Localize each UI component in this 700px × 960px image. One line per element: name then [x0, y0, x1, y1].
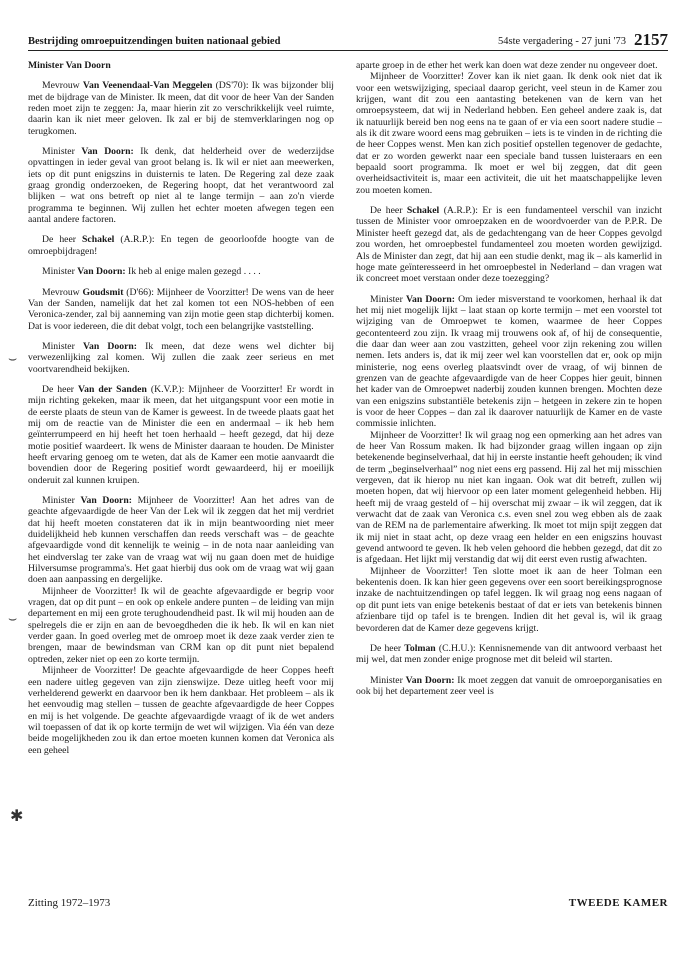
speaker-party: (C.H.U.): — [435, 642, 476, 654]
paragraph-text: En tegen de geoorloofde hoogte van de omroepbijdragen! — [28, 234, 334, 257]
speaker-name: Van Doorn: — [80, 495, 132, 506]
paragraph — [356, 205, 662, 284]
page-header — [28, 26, 668, 51]
speaker-name: Van Doorn: — [77, 266, 126, 278]
paragraph — [28, 80, 334, 137]
paragraph-text: Mijnheer de Voorzitter! Ik wil de geachte afgevaardigde er begrip voor vragen, dat op dit punt – en ook op enkele andere punten – de leiding van mijn departement en mij een grote terughoudendheid past. Ik wil mij houden aan de spelregels die er zijn en aan de bevoegdheden die ik heb. Ik wil en kan niet verder gaan. In goed overleg met de omroep moet ik deze zaak verder zien te brengen, maar de bewindsman van CRM kan op dit punt niet bepalend optreden, zeker niet op een zo korte termijn. — [28, 585, 334, 665]
speaker-party: (DS'70): — [212, 80, 249, 92]
speaker-name: Minister Van Doorn — [28, 60, 111, 71]
paragraph-text: Mijnheer de Voorzitter! Aan het adres van de geachte afgevaardigde de heer Van der Lek wil ik zeggen dat het mij verdriet dat hij heeft moeten constateren dat ik in mijn beantwoording niet meer duidelijkheid heb kunnen verschaffen dan reeds verschaft was – de geachte afgevaardigde vond dit kennelijk te weinig – in de nota naar aanleiding van het eindverslag ter zake van de vraag wat wij nu gaan doen met de huidige Hilversumse programma's. Het gaat hierbij dus ook om de vraag wat wij gaan doen aan aanpassing en dergelijke. — [28, 495, 334, 586]
paragraph-text: Om ieder misverstand te voorkomen, herhaal ik dat het mij niet mogelijk lijkt – laat staan op korte termijn – met een voorstel tot wijziging van de Omroepwet te komen, waarmee de heer Coppes gecontenteerd zou zijn. Ik vraag mij trouwens ook af, of hij de consequentie, die daar dan weer aan zou vastzitten, geheel voor zijn rekening zou willen nemen. Iets anders is, dat ik mij zeer wel kan voorstellen dat er, ook op mijn ministerie, nog eens overleg plaatsvindt over de vraag, of wij binnen de grenzen van de geachte afgevaardigde van de heer Coppes hier geuit, binnen het kader van de Omroepwet naderbij zouden kunnen brengen. Mochten deze van een enigszins substantiële betekenis zijn – hetgeen in zekere zin te hopen is voor de heer Coppes – dan zal ik daarover natuurlijk de Kamer en de vaste commissie inlichten. — [356, 293, 662, 430]
paragraph — [28, 495, 334, 586]
paragraph-text: Mijnheer de Voorzitter! De geachte afgevaardigde de heer Coppes heeft een nadere uitleg gegeven van zijn zienswijze. Deze uitleg heeft voor mij verhelderend gewerkt en daarvoor ben ik hem dankbaar. Het probleem – als ik het eenvoudig mag stellen – tussen de geachte afgevaardigde de heer Coppes en mij is het volgende. De geachte afgevaardigde vraagt of ik de wet anders wil toepassen of dat ik op korte termijn de wet wil wijzigen. Via één van deze beide mogelijkheden zou ik dan ertoe moeten kunnen komen dat Veronica als een geheel — [28, 665, 334, 756]
speaker-title: De heer — [42, 383, 78, 395]
speaker-title: Minister — [42, 146, 82, 158]
session-label: Zitting 1972–1973 — [28, 897, 111, 909]
margin-mark: ⌣ — [8, 352, 18, 367]
paragraph-text: Mijnheer de Voorzitter! De wens van de heer Van der Sanden, namelijk dat het zal komen tot een NOS-hebben of een Veronica-zender, zal bij aanneming van zijn motie geen stap dichterbij komen. Dat is voor iedereen, die dit debat volgt, toch een belangrijke vaststelling. — [28, 286, 334, 332]
paragraph — [28, 60, 334, 71]
meeting-date: 54ste vergadering - 27 juni '73 — [498, 36, 626, 47]
speaker-title: De heer — [42, 234, 83, 246]
paragraph — [28, 146, 334, 225]
speaker-name: Van der Sanden — [78, 383, 147, 395]
paragraph-text: Er is een fundamenteel verschil van inzicht tussen de Minister voor omroepzaken en de woordvoerder van de P.P.R. De Minister heeft gezegd dat, als de gedachtengang van de heer Coppes gevolgd zou worden, het omroepbestel fundamenteel zou moeten worden gewijzigd. Als de Minister dan zegt, dat hij aan een studie denkt, mag ik – als kamerlid in hoge mate geïnteresseerd in het omroepbestel in Nederland – dan vragen wat ik concreet moet verstaan onder deze toezegging? — [356, 205, 662, 285]
speaker-name: Van Veenendaal-Van Meggelen — [82, 80, 213, 92]
speaker-title: Mevrouw — [42, 80, 83, 92]
margin-mark: ⌣ — [8, 612, 18, 627]
speaker-title: Minister — [42, 340, 83, 352]
paragraph — [28, 586, 334, 665]
paragraph — [356, 71, 662, 196]
paragraph — [356, 643, 662, 666]
speaker-party: (D'66): — [123, 286, 154, 298]
page-footer — [28, 897, 668, 909]
right-column — [356, 60, 662, 885]
page-number: 2157 — [634, 30, 668, 49]
speaker-title: Minister — [370, 674, 406, 686]
speaker-title: Minister — [42, 495, 81, 506]
paragraph-text: aparte groep in de ether het werk kan doen wat deze zender nu ongeveer doet. — [356, 60, 658, 71]
paragraph-text: Ik moet zeggen dat vanuit de omroeporganisaties en ook bij het departement zeer veel is — [356, 674, 662, 697]
header-right — [498, 31, 668, 50]
paragraph-text: Ik heb al enige malen gezegd . . . . — [125, 266, 261, 278]
paragraph-text: Mijnheer de Voorzitter! Er wordt in mijn richting gekeken, maar ik meen, dat het uitgangspunt voor een motie in de eerste plaats de steun van de Kamer is geweest. In de tweede plaats gaat het mij om de reactie van de Minister die een en andermaal – ik heb hem geïnterrumpeerd en hij heeft het toen herhaald – heeft gezegd, dat hij deze motie positief waardeert. Ik wens de Minister daaraan te houden. De Minister heeft ervaring genoeg om te weten, dat als de Kamer een motie aanvaardt die bovendien door de Regering positief wordt gewaardeerd, hij er moeilijk onderuit zal kunnen kruipen. — [28, 383, 334, 486]
paragraph — [28, 341, 334, 375]
paragraph-text: Ik denk, dat helderheid over de wederzijdse opvattingen in ieder geval van groot belang is. Ik wil er niet aan meewerken, iets op dit punt enigszins in duisternis te laten. De Regering zal deze zaak graag grondig onderzoeken, de Regering hoopt, dat het verantwoord zal blijken – wat ons betreft op niet al te lange termijn – aan zo'n vierde programma te beginnen. Wij zullen het echter moeten afwegen tegen een aantal andere factoren. — [28, 146, 334, 226]
paragraph-text: Kennisnemende van dit antwoord verbaast het mij wel, dat men zonder enige prognose met dit beleid wil starten. — [356, 642, 662, 666]
paragraph-text: Mijnheer de Voorzitter! Ten slotte moet ik aan de heer Tolman een bekentenis doen. Ik kan hier geen gegevens over een soort bereikingsprognose inzake de nachtuitzendingen op tafel leggen. Ik wil graag nog eens nagaan of op dit punt iets van enige betekenis bestaat of dat er iets van betekenis binnen afzienbare tijd op tafel is te brengen. Indien dit het geval is, wil ik graag bevorderen dat de Kamer deze gegevens krijgt. — [356, 565, 662, 634]
margin-asterisk-mark: ✱ — [10, 808, 24, 825]
paragraph-text: Mijnheer de Voorzitter! Ik wil graag nog een opmerking aan het adres van de heer Van Rossum maken. Ik had bijzonder graag willen ingaan op zijn betekenende beginselverhaal, dat hij in eerste instantie heeft gehouden; ik vind de term „beginselverhaal” nog niet eens erg passend. Hij zal het mij misschien vergeven, dat ik hierop nu niet kan ingaan. Ook wat dit betreft, zullen wij moeten hopen, dat wij hiervoor op een later moment gelegenheid hebben. Hij heeft mij de vraag gesteld of – hij overschat mij zwaar – ik wil zeggen, dat ik verwacht dat de zaak van Veronica c.s. even snel zou weg ebben als de zaak van de REM na de parlementaire afwerking. Ik moet tot mijn spijt zeggen dat ik mij niet in staat acht, op deze vraag een helder en een enigszins houvast gevend antwoord te geven. Ik heb velen gehoord die hebben gezegd, dat dit zo is afgedaan. Het lijkt mij verstandig dat wij dit eerst even rustig afwachten. — [356, 429, 662, 566]
paragraph — [356, 294, 662, 430]
speaker-name: Schakel — [406, 205, 440, 217]
chamber-label: TWEEDE KAMER — [568, 897, 668, 909]
speaker-party: (A.R.P.): — [439, 205, 478, 217]
speaker-title: Mevrouw — [42, 286, 83, 298]
speaker-party: (A.R.P.): — [114, 234, 155, 246]
paragraph-text: Ik meen, dat deze wens wel dichter bij verwezenlijking zal komen. Wij zullen die zaak zeer serieus en met voortvarendheid bekijken. — [28, 340, 334, 375]
speaker-title: Minister — [42, 266, 78, 278]
paragraph-text: Mijnheer de Voorzitter! Zover kan ik niet gaan. Ik denk ook niet dat ik voor een wetswijziging, speciaal daarop gericht, veel steun in de Kamer zou krijgen, want dit zou een aantasting betekenen van de kern van het omroepsysteem, dat wij in Nederland hebben. Een geheel andere zaak is, dat ik natuurlijk bereid ben nog eens na te gaan of er via een soort nadere studie – als ik dit zware woord eens mag gebruiken – iets is te vinden in de richting die de heer Coppes wenst. Men kan zich positief opstellen tegenover de gedachte, dat er zo worden gewerkt naar een speciale band tussen luisteraars en een bepaald soort programma. Ik moet er wel bij zeggen, dat dit geen overheidsactiviteit is, maar een activiteit, die uit het maatschappelijke leven zou moeten komen. — [356, 71, 662, 196]
paragraph — [28, 287, 334, 332]
running-title: Bestrijding omroepuitzendingen buiten nationaal gebied — [28, 36, 281, 47]
paragraph — [28, 266, 334, 277]
speaker-name: Goudsmit — [82, 286, 124, 298]
speaker-name: Van Doorn: — [405, 674, 455, 686]
speaker-name: Schakel — [82, 234, 115, 246]
paragraph — [28, 384, 334, 486]
paragraph — [28, 665, 334, 756]
speaker-name: Tolman — [404, 642, 436, 654]
paragraph-text: Ik was bijzonder blij met de bijdrage van de Minister. Ik meen, dat dit voor de heer Van der Sanden reden moet zijn te zeggen: Ja, maar hierin zit zo verschrikkelijk veel ruimte, daarin kan ik niet meer geloven. Ik zal er bij de stemverklaringen nog op terugkomen. — [28, 80, 334, 137]
left-column — [28, 60, 334, 885]
paragraph — [28, 234, 334, 257]
speaker-name: Van Doorn: — [81, 146, 134, 158]
speaker-title: Minister — [370, 293, 406, 305]
paragraph — [356, 60, 662, 71]
paragraph — [356, 430, 662, 566]
paragraph — [356, 675, 662, 698]
speaker-name: Van Doorn: — [405, 293, 455, 305]
speaker-name: Van Doorn: — [82, 340, 138, 352]
paragraph — [356, 566, 662, 634]
speaker-title: De heer — [370, 642, 405, 654]
speaker-title: De heer — [370, 205, 407, 217]
speaker-party: (K.V.P.): — [146, 383, 185, 395]
